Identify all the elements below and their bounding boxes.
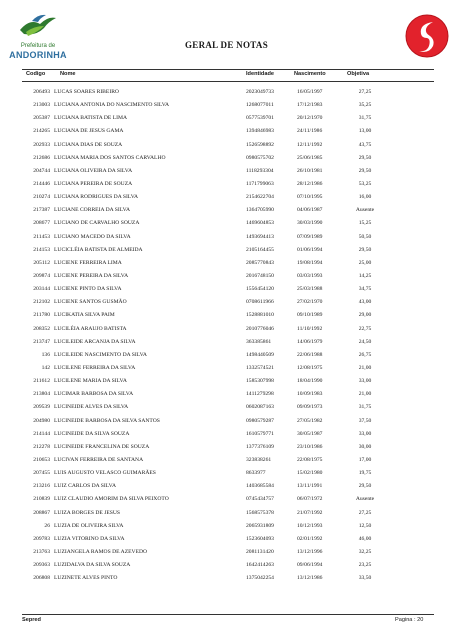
logo-prefix: Prefeitura de [20,43,56,49]
cell-name: LUZIA DE OLIVEIRA SILVA [54,522,124,529]
cell-score: 22,75 [358,325,372,332]
cell-id: 2065931809 [246,522,274,529]
cell-id: 1364705990 [246,207,274,214]
cell-code: 208677 [33,220,50,227]
table-row [0,350,453,363]
footer-rule [22,614,434,615]
cell-id: 2154622704 [246,194,274,201]
cell-score: 37,50 [358,417,372,424]
cell-birth: 03/03/1993 [297,272,323,279]
cell-score: 16,00 [358,194,372,201]
cell-code: 213216 [33,483,50,490]
cell-birth: 25/06/1985 [297,154,323,161]
cell-code: 210653 [33,456,50,463]
cell-id: 0708611966 [246,299,274,306]
cell-score: 27,25 [358,509,372,516]
cell-code: 209363 [33,562,50,569]
cell-code: 136 [41,351,50,358]
table-row [0,416,453,429]
table-row [0,389,453,402]
header-top-rule [22,69,434,70]
cell-name: LUCINEIDE ALVES DA SILVA [54,404,129,411]
cell-code: 212278 [33,443,50,450]
cell-code: 212102 [33,299,50,306]
table-row [0,363,453,376]
cell-score: 27,25 [358,89,372,95]
table-row [0,218,453,231]
organizer-logo-icon [405,14,449,58]
table-row [0,232,453,245]
cell-score: 29,00 [358,312,372,319]
table-row [0,573,453,586]
cell-birth: 09/09/1973 [297,404,323,411]
cell-birth: 26/10/1981 [297,167,323,174]
page-number: Pagina : 20 [395,617,424,623]
cell-id: 1523604093 [246,535,274,542]
cell-score: 43,00 [358,299,372,306]
andorinha-bird-icon [18,12,58,42]
cell-name: LUCILENE FERREIRA DA SILVA [54,364,136,371]
cell-name: LUCINEIDE FRANCELINA DE SOUZA [54,443,150,450]
cell-id: 1268077011 [246,102,274,109]
cell-name: LUIZ CARLOS DA SILVA [54,483,117,490]
cell-birth: 13/12/1996 [297,548,323,555]
cell-id: 1118293304 [246,167,274,174]
cell-birth: 04/06/1987 [297,207,323,214]
cell-id: 1377376109 [246,443,274,450]
cell-birth: 13/11/1991 [297,483,323,490]
cell-id: 0602087163 [246,404,274,411]
cell-id: 0980575702 [246,154,274,161]
cell-name: LUCIENE FERREIRA LIMA [54,259,122,266]
cell-score: 31,75 [358,404,372,411]
cell-birth: 07/10/1995 [297,194,323,201]
cell-score: Ausente [355,496,375,503]
cell-birth: 06/07/1972 [297,496,323,503]
table-row [0,87,453,100]
cell-birth: 30/05/1987 [297,430,323,437]
table-row [0,271,453,284]
cell-code: 207455 [33,470,50,477]
cell-id: 2105164455 [246,246,274,253]
cell-birth: 22/06/1988 [297,351,323,358]
cell-birth: 15/02/1980 [297,470,323,477]
cell-id: 1498440509 [246,351,274,358]
cell-name: LUCIVAN FERREIRA DE SANTANA [54,456,144,463]
cell-id: 1556454120 [246,286,274,293]
municipality-logo [8,10,68,65]
table-row [0,560,453,573]
cell-score: 17,00 [358,456,372,463]
cell-score: 23,25 [358,562,372,569]
cell-code: 214265 [33,128,50,135]
cell-id: 1493694413 [246,233,274,240]
table-row [0,481,453,494]
table-header [0,71,453,81]
header-bottom-rule [22,81,434,82]
cell-code: 214446 [33,180,50,187]
cell-name: LUCIANA DE JESUS GAMA [54,128,124,135]
cell-code: 142 [41,364,50,371]
cell-code: 210839 [33,496,50,503]
cell-score: 35,25 [358,102,372,109]
cell-score: 32,25 [358,548,372,555]
cell-score: 46,00 [358,535,372,542]
column-header-code: Codigo [26,71,46,77]
table-row [0,140,453,153]
cell-name: LUCIENE SANTOS GUSMÃO [54,299,127,306]
cell-score: 50,50 [358,233,372,240]
grades-table-body [0,87,453,586]
cell-id: 0577539701 [246,115,274,122]
cell-score: 21,00 [358,364,372,371]
cell-birth: 12/08/1975 [297,364,323,371]
cell-code: 209783 [33,535,50,542]
cell-id: 0980579287 [246,417,274,424]
cell-name: LUCIANA OLIVEIRA DA SILVA [54,167,133,174]
cell-code: 213804 [33,391,50,398]
cell-name: LUIZ CLAUDIO AMORIM DA SILVA PEIXOTO [54,496,169,503]
cell-code: 213747 [33,338,50,345]
cell-birth: 24/11/1986 [297,128,323,135]
cell-name: LUCINEIDE DA SILVA SOUZA [54,430,130,437]
cell-code: 208867 [33,509,50,516]
page-title: GERAL DE NOTAS [184,40,269,50]
cell-id: 0745434757 [246,496,274,503]
cell-id: 1610579771 [246,430,274,437]
cell-score: 29,50 [358,167,372,174]
table-row [0,402,453,415]
cell-score: 25,00 [358,259,372,266]
column-header-name: Nome [60,71,76,77]
table-row [0,468,453,481]
cell-code: 210274 [33,194,50,201]
cell-score: 13,00 [358,128,372,135]
cell-birth: 19/08/1994 [297,259,323,266]
cell-code: 213763 [33,548,50,555]
cell-birth: 21/07/1992 [297,509,323,516]
cell-code: 214144 [33,430,50,437]
cell-code: 26 [44,522,50,529]
cell-id: 2085770843 [246,259,274,266]
cell-name: LUCIANA BATISTA DE LIMA [54,115,128,122]
column-header-score: Objetiva [347,71,370,77]
cell-birth: 18/04/1990 [297,378,323,385]
cell-id: 1528881010 [246,312,274,319]
cell-id: 1171799063 [246,180,274,187]
cell-score: 33,00 [358,430,372,437]
cell-birth: 17/12/1983 [297,102,323,109]
cell-name: LUCIANA ANTONIA DO NASCIMENTO SILVA [54,102,170,109]
cell-name: LUCIANA DIAS DE SOUZA [54,141,123,148]
table-row [0,205,453,218]
cell-id: 363385861 [246,338,272,345]
cell-score: 24,50 [358,338,372,345]
cell-name: LUZIANGELA RAMOS DE AZEVEDO [54,548,148,555]
cell-name: LUCILEIDE ARCANJA DA SILVA [54,338,136,345]
cell-birth: 20/12/1970 [297,115,323,122]
cell-birth: 25/03/1988 [297,286,323,293]
cell-code: 209874 [33,272,50,279]
cell-score: 29,50 [358,246,372,253]
cell-score: 19,75 [358,470,372,477]
cell-id: 2081131420 [246,548,274,555]
table-row [0,455,453,468]
cell-score: 31,75 [358,115,372,122]
cell-name: LUCIANA MARIA DOS SANTOS CARVALHO [54,154,166,161]
cell-birth: 27/02/1970 [297,299,323,306]
cell-birth: 09/10/1989 [297,312,323,319]
cell-birth: 22/08/1975 [297,456,323,463]
table-row [0,245,453,258]
cell-score: 21,00 [358,391,372,398]
cell-birth: 09/06/1994 [297,562,323,569]
cell-id: 1469604853 [246,220,274,227]
cell-code: 205387 [33,115,50,122]
cell-code: 203144 [33,286,50,293]
cell-score: 33,50 [358,575,372,582]
table-row [0,297,453,310]
table-row [0,100,453,113]
cell-birth: 10/09/1983 [297,391,323,398]
cell-code: 204980 [33,417,50,424]
cell-code: 206493 [33,89,50,95]
cell-name: LUCIMAR BARBOSA DA SILVA [54,391,134,398]
cell-score: 15,25 [358,220,372,227]
cell-name: LUZINETE ALVES PINTO [54,575,118,582]
cell-name: LUZIDALVA DA SILVA SOUZA [54,562,131,569]
cell-score: 30,00 [358,443,372,450]
cell-name: LUCIKATIA SILVA PAIM [54,312,115,319]
table-row [0,324,453,337]
cell-id: 1394846983 [246,128,274,135]
cell-code: 202933 [33,141,50,148]
column-header-birth: Nascimento [294,71,326,77]
table-row [0,508,453,521]
cell-id: 1403685584 [246,483,274,490]
cell-birth: 16/05/1997 [297,89,323,95]
cell-name: LUCILEIDE NASCIMENTO DA SILVA [54,351,147,358]
cell-name: LUCAS SOARES RIBEIRO [54,89,119,95]
column-header-id: Identidade [246,71,274,77]
cell-birth: 13/12/1986 [297,575,323,582]
cell-score: 34,75 [358,286,372,293]
cell-code: 208352 [33,325,50,332]
logo-city-name: ANDORINHA [9,50,67,60]
table-row [0,534,453,547]
cell-score: 12,50 [358,522,372,529]
cell-birth: 11/10/1992 [297,325,323,332]
table-row [0,126,453,139]
cell-code: 209539 [33,404,50,411]
cell-score: Ausente [355,207,375,214]
cell-birth: 27/05/1982 [297,417,323,424]
cell-score: 26,75 [358,351,372,358]
cell-id: 1411279298 [246,391,274,398]
cell-id: 1642414263 [246,562,274,569]
cell-birth: 30/03/1990 [297,220,323,227]
cell-name: LUCILÉIA ARAUJO BATISTA [54,325,127,332]
table-row [0,337,453,350]
cell-id: 8633977 [246,470,266,477]
table-row [0,442,453,455]
table-row [0,376,453,389]
cell-name: LUCIANE CORREIA DA SILVA [54,207,130,214]
cell-score: 33,00 [358,378,372,385]
cell-name: LUCILENE MARIA DA SILVA [54,378,127,385]
cell-name: LUCIENE PINTO DA SILVA [54,286,122,293]
cell-id: 1526598892 [246,141,274,148]
cell-birth: 14/06/1979 [297,338,323,345]
table-row [0,113,453,126]
table-row [0,179,453,192]
footer-department: Sepred [22,617,41,623]
cell-id: 2023049733 [246,89,274,95]
cell-id: 1375042254 [246,575,274,582]
table-row [0,310,453,323]
cell-code: 206808 [33,575,50,582]
cell-birth: 10/12/1993 [297,522,323,529]
cell-name: LUCIANO MACEDO DA SILVA [54,233,131,240]
cell-code: 211612 [33,378,50,385]
cell-birth: 07/09/1989 [297,233,323,240]
cell-code: 211453 [33,233,50,240]
cell-score: 29,50 [358,483,372,490]
table-row [0,284,453,297]
table-row [0,153,453,166]
cell-name: LUIS AUGUSTO VELASCO GUIMARÃES [54,470,156,477]
cell-birth: 12/11/1992 [297,141,323,148]
cell-score: 29,50 [358,154,372,161]
table-row [0,429,453,442]
cell-code: 211780 [33,312,50,319]
cell-birth: 02/01/1992 [297,535,323,542]
cell-code: 205112 [33,259,50,266]
cell-score: 14,25 [358,272,372,279]
cell-id: 1568575378 [246,509,274,516]
cell-name: LUCIANA PEREIRA DE SOUZA [54,180,133,187]
cell-name: LUCIANA RODRIGUES DA SILVA [54,194,139,201]
cell-code: 213003 [33,102,50,109]
cell-id: 1585307998 [246,378,274,385]
table-row [0,166,453,179]
cell-score: 53,25 [358,180,372,187]
cell-name: LUCIENE PEREIRA DA SILVA [54,272,129,279]
cell-code: 212686 [33,154,50,161]
table-row [0,494,453,507]
cell-code: 214153 [33,246,50,253]
table-row [0,521,453,534]
cell-name: LUCICLÉIA BATISTA DE ALMEIDA [54,246,143,253]
table-row [0,192,453,205]
cell-birth: 28/12/1986 [297,180,323,187]
cell-id: 2016748150 [246,272,274,279]
cell-code: 217387 [33,207,50,214]
table-row [0,258,453,271]
table-row [0,547,453,560]
cell-id: 2010776046 [246,325,274,332]
cell-name: LUZIA VITORINO DA SILVA [54,535,125,542]
cell-name: LUCINEIDE BARBOSA DA SILVA SANTOS [54,417,160,424]
cell-code: 204744 [33,167,50,174]
cell-id: 1332574521 [246,364,274,371]
cell-score: 43,75 [358,141,372,148]
cell-name: LUCIANO DE CARVALHO SOUZA [54,220,140,227]
cell-id: 323838261 [246,456,272,463]
cell-birth: 01/06/1994 [297,246,323,253]
cell-birth: 23/10/1986 [297,443,323,450]
cell-name: LUIZA BORGES DE JESUS [54,509,121,516]
